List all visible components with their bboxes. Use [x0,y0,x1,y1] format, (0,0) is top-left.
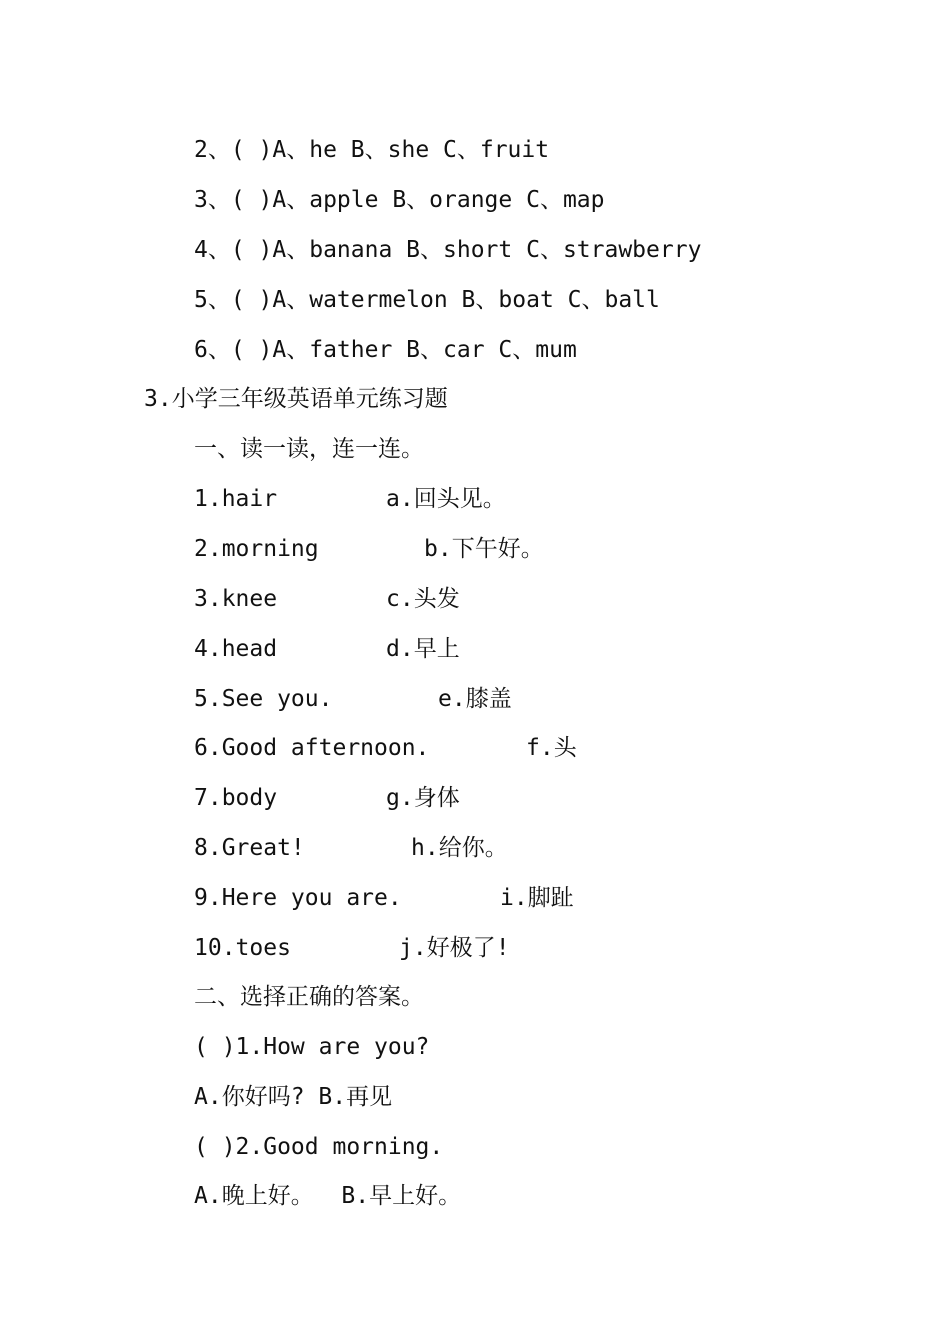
odd-one-out-item: 4、( )A、banana B、short C、strawberry [194,237,702,263]
matching-english: 7.body [194,785,278,811]
matching-chinese: h.给你。 [411,835,508,861]
matching-row [194,634,894,664]
matching-row [194,584,894,614]
matching-chinese: f.头 [526,735,577,761]
matching-chinese: a.回头见。 [386,486,506,512]
matching-english: 8.Great! [194,835,305,861]
matching-chinese: j.好极了! [399,935,510,961]
matching-row [194,534,894,564]
matching-english: 6.Good afternoon. [194,735,430,761]
choice-options: A.晚上好。 B.早上好。 [194,1183,462,1209]
odd-one-out-item: 6、( )A、father B、car C、mum [194,337,577,363]
matching-chinese: c.头发 [386,586,460,612]
odd-one-out-item: 5、( )A、watermelon B、boat C、ball [194,287,660,313]
matching-english: 9.Here you are. [194,885,402,911]
part1-heading: 一、读一读，连一连。 [194,436,424,462]
matching-english: 10.toes [194,935,291,961]
matching-row [194,883,894,913]
matching-row [194,733,894,763]
choice-question: ( )2.Good morning. [194,1134,444,1160]
matching-chinese: e.膝盖 [438,686,512,712]
matching-english: 3.knee [194,586,278,612]
matching-row [194,684,894,714]
matching-english: 5.See you. [194,686,333,712]
matching-row [194,833,894,863]
part2-heading: 二、选择正确的答案。 [194,984,424,1010]
matching-chinese: b.下午好。 [424,536,544,562]
odd-one-out-item: 3、( )A、apple B、orange C、map [194,187,605,213]
choice-options: A.你好吗? B.再见 [194,1084,393,1110]
matching-english: 1.hair [194,486,278,512]
matching-chinese: i.脚趾 [500,885,574,911]
matching-chinese: d.早上 [386,636,460,662]
section-title: 3.小学三年级英语单元练习题 [144,386,448,412]
matching-english: 2.morning [194,536,319,562]
odd-one-out-item: 2、( )A、he B、she C、fruit [194,137,550,163]
choice-question: ( )1.How are you? [194,1034,430,1060]
matching-row [194,484,894,514]
matching-chinese: g.身体 [386,785,460,811]
matching-row [194,933,894,963]
matching-row [194,783,894,813]
matching-english: 4.head [194,636,278,662]
